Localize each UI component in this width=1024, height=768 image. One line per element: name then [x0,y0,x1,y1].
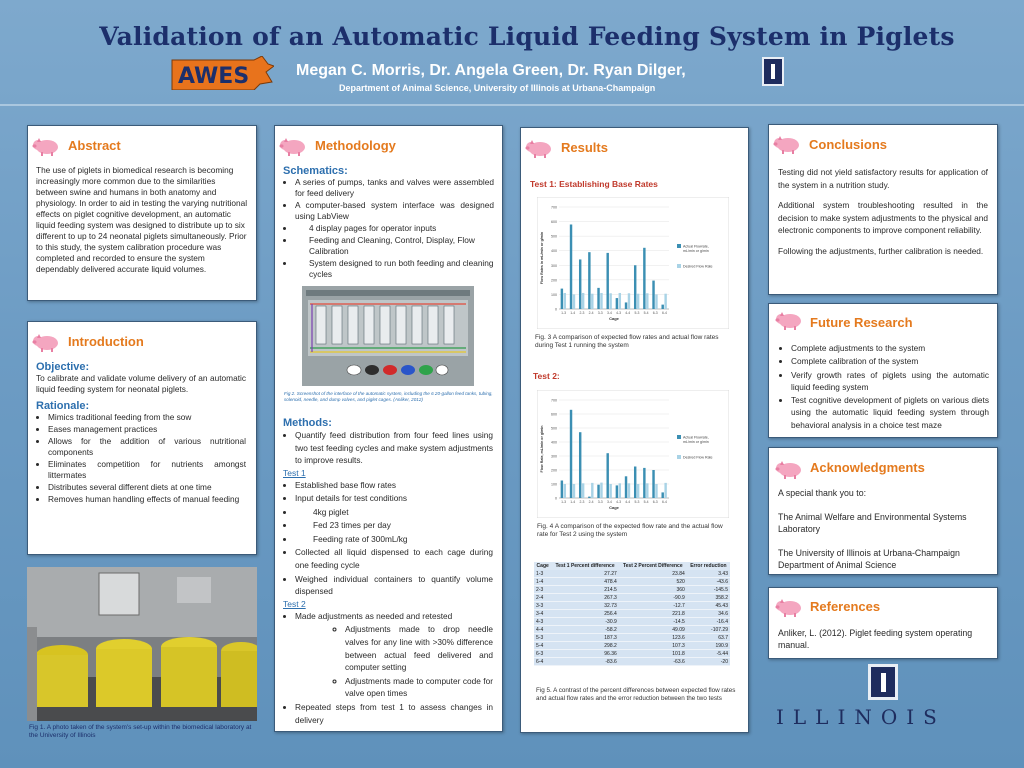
legend-swatch [677,435,681,439]
y-axis-label: Flow Rate, mL/min or g/min [540,425,544,473]
poster-title: Validation of an Automatic Liquid Feeding System in Piglets [99,22,955,51]
pig-icon [773,133,801,155]
list-item: ◦ Adjustments made to drop needle valves for any line with >30% difference between actual feed delivered and computer setting [345,623,493,673]
fig2-caption: Fig 2. Screenshot of the interface of the automatic system, including the 6 20-gallon feed tanks, tubing, solenoid, needle, and dump valves, and piglet cages. (Anliker, 2012) [284,391,493,402]
bar [582,483,584,498]
acknowledgment-line: The Animal Welfare and Environmental Systems Laboratory [778,512,967,534]
bar [646,293,648,309]
x-tick-label: 2-3 [579,311,585,315]
bar [573,294,575,309]
abstract-panel [27,125,257,301]
test2-bar-chart [537,390,729,518]
bar [637,484,639,498]
table-cell: 267.3 [551,594,618,602]
table-cell: 63.7 [687,634,730,642]
table-cell: 190.9 [687,642,730,650]
conclusion-paragraph: Following the adjustments, further calibration is needed. [778,245,984,256]
y-tick-label: 100 [551,482,557,487]
future-research-heading: Future Research [810,315,913,330]
pig-icon [775,458,803,480]
table-cell: 3-3 [534,602,551,610]
acknowledgment-line: The University of Illinois at Urbana-Champaign Department of Animal Science [778,548,960,570]
table-cell: 2-3 [534,586,551,594]
bar [628,293,630,309]
conclusion-paragraph: Additional system troubleshooting resulted in the decision to make system adjustments to the physical and electronic components to improve component reliability. [778,200,988,235]
rationale-list [36,412,246,505]
bar [643,248,645,309]
legend-swatch [677,264,681,268]
bar [579,259,581,309]
list-item: • Made adjustments as needed and retested [295,610,493,623]
y-tick-label: 500 [551,234,557,239]
list-item: • Eliminates competition for nutrients amongst littermates [48,459,246,481]
list-item: • Collected all liquid dispensed to each cage during one feeding cycle [295,546,493,571]
test1-list [283,479,493,598]
table-header-cell: Test 2 Percent Difference [619,562,687,570]
x-tick-label: 2-4 [588,500,594,504]
list-item: • A computer-based system interface was designed using LabView [295,200,494,222]
x-axis-label: Cage [609,505,619,510]
x-tick-label: 1-3 [561,500,567,504]
table-cell: 478.4 [551,578,618,586]
table-cell: 107.3 [619,642,687,650]
list-item: • Verify growth rates of piglets using the automatic liquid feeding system [791,369,989,394]
bar [579,432,581,498]
table-row [534,650,730,658]
table-row [534,578,730,586]
x-tick-label: 1-4 [570,500,576,504]
system-setup-photo [27,567,257,721]
acknowledgments-heading: Acknowledgments [810,460,925,475]
bar [591,483,593,498]
results-heading: Results [561,140,608,155]
table-cell: -63.6 [619,658,687,666]
objective-label: Objective: [36,361,90,373]
bar [661,305,663,309]
table-cell: 256.4 [551,610,618,618]
bar [597,485,599,498]
table-cell: 6-3 [534,650,551,658]
table-cell: -58.2 [551,626,618,634]
table-row [534,570,730,578]
x-tick-label: 4-4 [625,311,631,315]
legend-swatch [677,455,681,459]
chart-frame [537,390,729,518]
bar [655,484,657,498]
bar [573,484,575,498]
x-tick-label: 5-4 [643,311,649,315]
x-tick-label: 2-3 [579,500,585,504]
illinois-block-i-icon [868,664,898,700]
list-item: • Quantify feed distribution from four feed lines using two test feeding cycles and make system adjustments to improve results. [295,429,493,467]
bar [609,293,611,309]
table-cell: 187.3 [551,634,618,642]
list-item: • Distributes several different diets at one time [48,482,246,493]
x-tick-label: 4-3 [616,311,622,315]
list-item: • 4 display pages for operator inputs [295,223,494,234]
conclusions-panel [768,124,998,295]
bar [655,294,657,309]
pig-icon [525,137,553,159]
x-tick-label: 3-4 [606,500,612,504]
x-tick-label: 6-4 [661,311,667,315]
table-cell: 23.84 [619,570,687,578]
x-tick-label: 6-3 [652,311,658,315]
schematics-list [283,177,494,280]
bar [591,294,593,309]
bar [609,484,611,498]
bar [570,410,572,498]
bar [561,481,563,499]
test1-bar-chart [537,197,729,329]
bar [664,483,666,498]
bar [606,453,608,498]
table-cell: 298.2 [551,642,618,650]
test1-title: Test 1: Establishing Base Rates [530,179,658,189]
illinois-shield-icon [762,57,784,86]
table-cell: 101.8 [619,650,687,658]
list-item: • A series of pumps, tanks and valves were assembled for feed delivery [295,177,494,199]
y-tick-label: 600 [551,220,557,225]
bar [652,281,654,309]
list-item: • Fed 23 times per day [295,519,493,532]
acknowledgment-line: A special thank you to: [778,488,867,498]
table-cell: 3-4 [534,610,551,618]
bar [625,302,627,309]
bar [616,298,618,309]
bar [564,484,566,498]
legend-label: Desired Flow Rate [683,455,713,460]
test2-label: Test 2 [283,598,306,609]
table-row [534,658,730,666]
awes-logo-text: AWES [178,64,250,89]
x-tick-label: 3-3 [597,500,603,504]
table-cell: 45.43 [687,602,730,610]
labview-interface-screenshot [302,286,474,386]
acknowledgments-panel [768,447,998,575]
list-item: • Mimics traditional feeding from the sow [48,412,246,423]
illinois-wordmark: ILLINOIS [776,705,946,729]
list-item: • Complete calibration of the system [791,355,989,367]
test1-label: Test 1 [283,467,306,478]
y-tick-label: 200 [551,468,557,473]
bar [616,485,618,498]
authors: Megan C. Morris, Dr. Angela Green, Dr. Ryan Dilger, [296,62,686,79]
table-header-cell: Test 1 Percent difference [551,562,618,570]
bar [597,288,599,309]
table-cell: 123.6 [619,634,687,642]
pig-icon [775,596,803,618]
pig-icon [775,309,803,331]
list-item: • Allows for the addition of various nutritional components [48,436,246,458]
list-item: • Repeated steps from test 1 to assess changes in delivery [295,701,493,726]
table-header-cell: Error reduction [687,562,730,570]
conclusions-heading: Conclusions [809,137,888,152]
bar [634,265,636,309]
test2-list [283,610,493,726]
table-cell: -107.29 [687,626,730,634]
bar [652,470,654,498]
y-tick-label: 700 [551,205,557,210]
future-research-list [779,342,989,431]
x-tick-label: 3-4 [606,311,612,315]
methods-list [283,429,493,467]
test2-title: Test 2: [533,371,560,381]
list-item: • System designed to run both feeding and cleaning cycles [295,258,494,280]
reference-item: Anliker, L. (2012). Piglet feeding system operating manual. [778,628,973,650]
bar [588,252,590,309]
abstract-body: The use of piglets in biomedical research is becoming increasingly more common due to the similarities between swine and humans in both anatomy and physiology. In order to aid in testing the varying nutritional effects on piglet cognitive development, an automatic liquid feeding system was designed to distribute up to six different to up to 24 neonatal piglets simultaneously. Prior to this study, the system calibration procedure was completed and recorded to ensure the system dependably delivered accurate liquid volumes. [36,165,248,274]
list-item: • Feeding rate of 300mL/kg [295,533,493,546]
bar [664,294,666,309]
table-cell: -14.5 [619,618,687,626]
x-tick-label: 1-3 [561,311,567,315]
x-tick-label: 4-3 [616,500,622,504]
table-cell: 5-3 [534,634,551,642]
y-tick-label: 0 [555,307,557,312]
y-tick-label: 300 [551,454,557,459]
list-item: ◦ Adjustments made to computer code for valve open times [345,675,493,700]
list-item: • Feeding and Cleaning, Control, Display, Flow Calibration [295,235,494,257]
bar [643,468,645,498]
table-cell: 96.36 [551,650,618,658]
x-tick-label: 4-4 [625,500,631,504]
rationale-label: Rationale: [36,400,90,412]
bar [661,492,663,498]
table-cell: 360 [619,586,687,594]
percent-difference-table [534,562,730,666]
table-cell: -90.9 [619,594,687,602]
table-cell: -5.44 [687,650,730,658]
table-cell: 520 [619,578,687,586]
fig1-caption: Fig 1. A photo taken of the system's set-up within the biomedical laboratory at the University of Illinois [29,724,252,739]
list-item: • Removes human handling effects of manual feeding [48,494,246,505]
x-axis-label: Cage [609,316,619,321]
introduction-heading: Introduction [68,334,144,349]
bar [637,294,639,309]
table-cell: -145.5 [687,586,730,594]
table-cell: 221.8 [619,610,687,618]
table-cell: 2-4 [534,594,551,602]
pig-icon [279,135,307,157]
list-item: • Eases management practices [48,424,246,435]
pig-icon [32,331,60,353]
table-cell: -20 [687,658,730,666]
y-tick-label: 0 [555,496,557,501]
methods-label: Methods: [283,417,332,429]
bar [564,293,566,309]
y-tick-label: 200 [551,278,557,283]
table-row [534,634,730,642]
references-panel [768,587,998,659]
list-item: • Established base flow rates [295,479,493,492]
table-cell: -16.4 [687,618,730,626]
bar [561,289,563,309]
x-tick-label: 5-4 [643,500,649,504]
list-item: • Input details for test conditions [295,492,493,505]
legend-label: Desired Flow Rate [683,264,713,269]
table-cell: 1-3 [534,570,551,578]
fig3-caption: Fig. 3 A comparison of expected flow rates and actual flow rates during Test 1 running the system [535,334,719,349]
bar [625,476,627,498]
y-tick-label: 300 [551,263,557,268]
methodology-heading: Methodology [315,138,396,153]
list-item: • Complete adjustments to the system [791,342,989,354]
x-tick-label: 2-4 [588,311,594,315]
table-cell: 214.5 [551,586,618,594]
y-tick-label: 400 [551,249,557,254]
table-row [534,610,730,618]
bar [606,253,608,309]
conclusion-paragraph: Testing did not yield satisfactory results for application of the system in a nutrition study. [778,167,988,190]
legend-swatch [677,244,681,248]
table-cell: 5-4 [534,642,551,650]
header-divider [0,104,1024,106]
table-row [534,586,730,594]
table-row [534,618,730,626]
table-cell: -12.7 [619,602,687,610]
table-row [534,602,730,610]
legend-label: Actual Flowrate, mL/min or g/min [683,244,709,253]
bar [646,483,648,498]
x-tick-label: 1-4 [570,311,576,315]
schematics-label: Schematics: [283,165,348,177]
table-cell: 49.09 [619,626,687,634]
table-cell: 4-4 [534,626,551,634]
table-cell: -43.6 [687,578,730,586]
department: Department of Animal Science, University of Illinois at Urbana-Champaign [339,83,656,93]
x-tick-label: 5-3 [634,311,640,315]
y-axis-label: Flow Rates in mL/min or g/min [540,231,544,285]
table-cell: 34.6 [687,610,730,618]
y-tick-label: 400 [551,440,557,445]
list-item: • Weighed individual containers to quantify volume dispensed [295,573,493,598]
bar [582,293,584,309]
list-item: • 4kg piglet [295,506,493,519]
y-tick-label: 500 [551,426,557,431]
table-header-cell: Cage [534,562,551,570]
table-cell: 1-4 [534,578,551,586]
table-cell: -83.6 [551,658,618,666]
future-research-panel [768,303,998,438]
bar [588,497,590,498]
table-cell: 32.73 [551,602,618,610]
legend-label: Actual Flowrate, mL/min or g/min [683,435,709,444]
table-row [534,642,730,650]
abstract-heading: Abstract [68,138,121,153]
table-cell: 6-4 [534,658,551,666]
bar [600,483,602,498]
x-tick-label: 3-3 [597,311,603,315]
references-heading: References [810,599,881,614]
table-row [534,594,730,602]
y-tick-label: 700 [551,398,557,403]
bar [619,293,621,309]
y-tick-label: 600 [551,412,557,417]
introduction-panel [27,321,257,555]
table-cell: 3.43 [687,570,730,578]
x-tick-label: 6-3 [652,500,658,504]
list-item: • Test cognitive development of piglets on various diets using the automatic liquid feeding system through behavioral analysis in a choice test maze [791,394,989,431]
table-row [534,626,730,634]
bar [570,224,572,309]
pig-icon [32,135,60,157]
x-tick-label: 6-4 [661,500,667,504]
objective-text: To calibrate and validate volume delivery of an automatic liquid feeding system for neonatal piglets. [36,373,246,394]
table-cell: 4-3 [534,618,551,626]
bar [600,293,602,309]
bar [619,483,621,498]
bar [634,467,636,499]
awes-logo [170,56,274,90]
fig4-caption: Fig. 4 A comparison of the expected flow rate and the actual flow rate for Test 2 using the system [537,523,723,538]
table-cell: 27.27 [551,570,618,578]
x-tick-label: 5-3 [634,500,640,504]
y-tick-label: 100 [551,292,557,297]
bar [628,483,630,498]
table-cell: 358.2 [687,594,730,602]
table-cell: -30.9 [551,618,618,626]
fig5-caption: Fig 5. A contrast of the percent differences between expected flow rates and actual flow rates and the error reduction between the two tests [536,687,736,702]
